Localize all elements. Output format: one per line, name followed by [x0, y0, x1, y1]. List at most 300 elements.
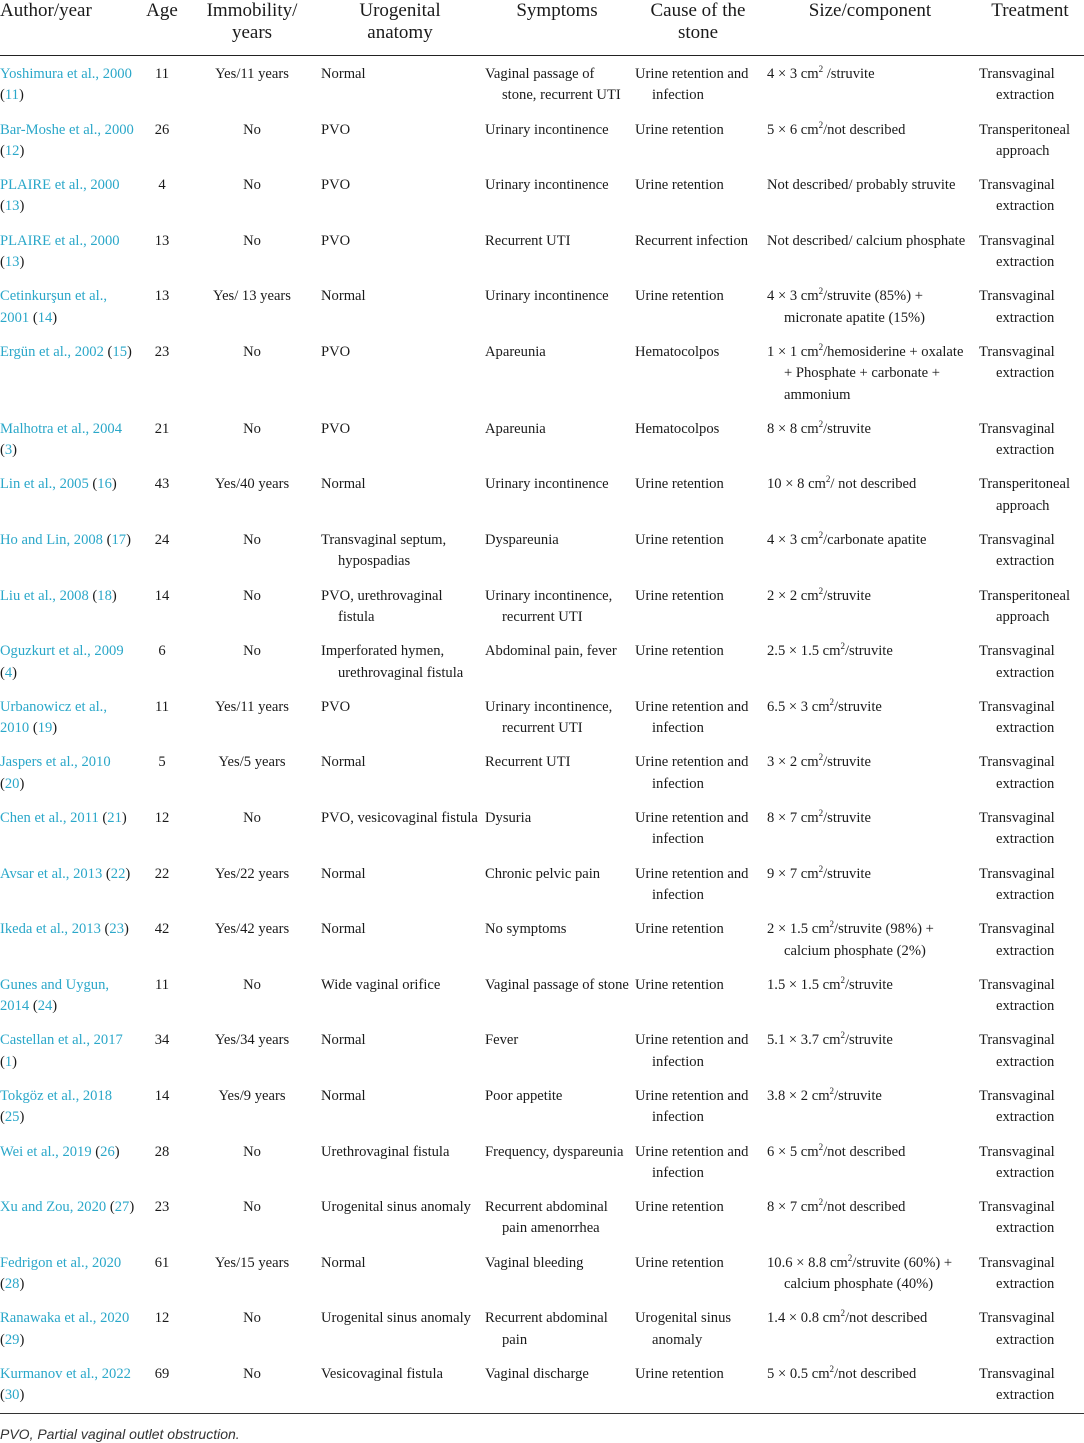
anatomy-value: Normal — [321, 754, 366, 771]
size-value: 5 × 0.5 cm — [767, 1365, 830, 1382]
size-cell — [764, 466, 976, 522]
anatomy-cell — [318, 1245, 482, 1301]
age-cell — [138, 522, 186, 578]
component-value: /struvite — [823, 865, 871, 882]
anatomy-cell — [318, 522, 482, 578]
cause-value: Urine retention — [635, 921, 724, 938]
treatment-value: Transvaginal extraction — [979, 643, 1055, 681]
symptoms-value: Recurrent abdominal pain amenorrhea — [485, 1199, 608, 1237]
author-cell: Ikeda et al., 2013 (23) — [0, 921, 129, 938]
symptoms-value: Chronic pelvic pain — [485, 865, 601, 882]
author-link[interactable]: Kurmanov et al., 2022 — [0, 1365, 131, 1382]
age-value: 24 — [154, 532, 170, 549]
size-value: 1.4 × 0.8 cm — [767, 1310, 841, 1327]
size-cell — [764, 278, 976, 334]
reference-link[interactable]: 17 — [111, 532, 127, 549]
treatment-cell — [976, 633, 1084, 689]
immobility-cell — [186, 112, 318, 168]
table-row — [0, 167, 1084, 223]
age-cell — [138, 167, 186, 223]
size-cell — [764, 334, 976, 411]
author-link[interactable]: Tokgöz et al., 2018 — [0, 1087, 113, 1104]
anatomy-value: Transvaginal septum, hypospadias — [321, 532, 447, 570]
cause-cell — [632, 1300, 764, 1356]
size-value: 5.1 × 3.7 cm — [767, 1032, 841, 1049]
author-link[interactable]: Castellan et al., 2017 — [0, 1032, 123, 1049]
age-value: 61 — [154, 1254, 170, 1271]
column-header-line1: Age — [146, 0, 178, 21]
component-value: /struvite — [834, 1087, 882, 1104]
author-cell: Bar-Moshe et al., 2000 (12) — [0, 121, 134, 159]
anatomy-cell — [318, 1078, 482, 1134]
superscript-two: 2 — [829, 1363, 835, 1374]
symptoms-cell — [482, 167, 632, 223]
component-value: /struvite — [834, 698, 882, 715]
age-value: 11 — [154, 66, 170, 82]
symptoms-cell — [482, 56, 632, 112]
cause-value: Hematocolpos — [635, 420, 720, 437]
component-value: /struvite — [823, 420, 871, 437]
treatment-value: Transvaginal extraction — [979, 232, 1055, 271]
author-link[interactable]: Jaspers et al., 2010 — [0, 754, 111, 771]
anatomy-value: PVO — [321, 177, 351, 194]
cause-cell — [632, 56, 764, 112]
cause-value: Urine retention — [635, 177, 724, 194]
column-header-line2: anatomy — [367, 22, 433, 43]
anatomy-cell — [318, 56, 482, 112]
size-cell — [764, 1245, 976, 1301]
size-value: 3.8 × 2 cm — [767, 1087, 830, 1104]
superscript-two: 2 — [818, 585, 824, 596]
superscript-two: 2 — [818, 752, 824, 763]
cause-cell — [632, 278, 764, 334]
age-cell — [138, 1356, 186, 1413]
author-link[interactable]: Oguzkurt et al., 2009 — [0, 643, 124, 660]
author-cell: Lin et al., 2005 (16) — [0, 476, 117, 493]
author-link[interactable]: PLAIRE et al., 2000 — [0, 232, 120, 249]
symptoms-value: Urinary incontinence — [485, 177, 609, 194]
size-cell — [764, 633, 976, 689]
table-row — [0, 1356, 1084, 1413]
cause-cell — [632, 167, 764, 223]
component-value: /struvite — [823, 754, 871, 771]
size-cell — [764, 1078, 976, 1134]
anatomy-cell — [318, 1134, 482, 1190]
immobility-value: Yes/11 years — [215, 698, 289, 715]
reference-link[interactable]: 1 — [4, 1053, 13, 1070]
size-cell — [764, 1189, 976, 1245]
size-value: 4 × 3 cm — [767, 66, 819, 82]
table-footnote: PVO, Partial vaginal outlet obstruction. — [0, 1425, 240, 1442]
age-value: 14 — [154, 587, 170, 604]
author-cell: Avsar et al., 2013 (22) — [0, 865, 131, 882]
superscript-two: 2 — [829, 696, 835, 707]
reference-link[interactable]: 28 — [4, 1276, 20, 1293]
cause-cell — [632, 1245, 764, 1301]
superscript-two: 2 — [840, 1030, 845, 1041]
symptoms-cell — [482, 334, 632, 411]
anatomy-value: Normal — [321, 1032, 366, 1049]
author-cell: Wei et al., 2019 (26) — [0, 1143, 120, 1160]
table-row — [0, 744, 1084, 800]
reference-link[interactable]: 13 — [4, 198, 20, 215]
author-link[interactable]: Chen et al., 2011 — [0, 810, 99, 827]
author-link[interactable]: Lin et al., 2005 — [0, 476, 89, 493]
author-cell: Fedrigon et al., 2020 (28) — [0, 1254, 122, 1293]
size-value: 8 × 8 cm — [767, 420, 819, 437]
symptoms-cell — [482, 1245, 632, 1301]
size-value: 6 × 5 cm — [767, 1143, 819, 1160]
symptoms-cell — [482, 522, 632, 578]
symptoms-value: Recurrent abdominal pain — [485, 1310, 608, 1348]
immobility-value: No — [243, 121, 261, 138]
anatomy-value: Normal — [321, 66, 366, 82]
immobility-cell — [186, 744, 318, 800]
symptoms-value: Poor appetite — [485, 1087, 563, 1104]
treatment-value: Transvaginal extraction — [979, 1365, 1055, 1404]
age-value: 23 — [154, 343, 170, 360]
author-link[interactable]: PLAIRE et al., 2000 — [0, 177, 120, 194]
symptoms-cell — [482, 411, 632, 467]
treatment-cell — [976, 278, 1084, 334]
table-header — [0, 0, 1084, 56]
treatment-cell — [976, 466, 1084, 522]
author-cell: Tokgöz et al., 2018 (25) — [0, 1087, 113, 1126]
age-value: 42 — [154, 921, 170, 938]
size-value: 3 × 2 cm — [767, 754, 819, 771]
anatomy-value: Urogenital sinus anomaly — [321, 1199, 471, 1216]
immobility-cell — [186, 1134, 318, 1190]
anatomy-value: PVO — [321, 232, 351, 249]
anatomy-value: PVO — [321, 420, 351, 437]
treatment-value: Transvaginal extraction — [979, 976, 1055, 1015]
superscript-two: 2 — [818, 341, 824, 352]
treatment-cell — [976, 689, 1084, 745]
immobility-cell — [186, 466, 318, 522]
table-row — [0, 112, 1084, 168]
author-link[interactable]: Ergün et al., 2002 — [0, 343, 104, 360]
size-value: Not described/ probably struvite — [767, 177, 956, 194]
anatomy-value: PVO, vesicovaginal fistula — [321, 810, 478, 827]
size-cell — [764, 167, 976, 223]
immobility-cell — [186, 1356, 318, 1413]
author-link[interactable]: Cetinkurşun et al., 2001 — [0, 288, 108, 326]
age-cell — [138, 334, 186, 411]
size-value: 2.5 × 1.5 cm — [767, 643, 841, 660]
author-cell: Urbanowicz et al., 2010 (19) — [0, 698, 107, 737]
anatomy-value: PVO — [321, 698, 351, 715]
anatomy-value: Normal — [321, 288, 366, 305]
reference-link[interactable]: 25 — [4, 1109, 20, 1126]
immobility-cell — [186, 1189, 318, 1245]
age-cell — [138, 633, 186, 689]
immobility-value: No — [243, 420, 261, 437]
size-value: 2 × 1.5 cm — [767, 921, 830, 938]
cause-value: Urine retention — [635, 288, 724, 305]
symptoms-cell — [482, 689, 632, 745]
treatment-cell — [976, 578, 1084, 634]
author-link[interactable]: Ikeda et al., 2013 — [0, 921, 101, 938]
reference-link[interactable]: 18 — [97, 587, 112, 604]
superscript-two: 2 — [829, 919, 835, 930]
age-value: 4 — [158, 177, 166, 194]
anatomy-cell — [318, 578, 482, 634]
superscript-two: 2 — [829, 1085, 835, 1096]
treatment-cell — [976, 1134, 1084, 1190]
immobility-value: No — [243, 976, 261, 993]
age-cell — [138, 1300, 186, 1356]
symptoms-cell — [482, 1134, 632, 1190]
table-row — [0, 1022, 1084, 1078]
symptoms-value: Urinary incontinence — [485, 476, 609, 493]
reference-link[interactable]: 4 — [4, 664, 13, 681]
symptoms-value: Recurrent UTI — [485, 232, 571, 249]
cause-cell — [632, 800, 764, 856]
anatomy-cell — [318, 1356, 482, 1413]
age-cell — [138, 911, 186, 967]
cause-value: Urine retention and infection — [635, 1032, 749, 1070]
reference-link[interactable]: 30 — [4, 1387, 20, 1404]
author-link[interactable]: Fedrigon et al., 2020 — [0, 1254, 122, 1271]
anatomy-cell — [318, 411, 482, 467]
age-value: 6 — [158, 643, 166, 660]
component-value: /struvite — [845, 1032, 893, 1049]
age-value: 14 — [154, 1087, 170, 1104]
cause-cell — [632, 578, 764, 634]
reference-link[interactable]: 14 — [37, 309, 53, 326]
cause-value: Urine retention — [635, 1199, 724, 1216]
component-value: /not described — [823, 121, 906, 138]
age-cell — [138, 1245, 186, 1301]
table-row — [0, 334, 1084, 411]
column-header — [976, 0, 1084, 56]
author-link[interactable]: Avsar et al., 2013 — [0, 865, 103, 882]
size-cell — [764, 856, 976, 912]
immobility-cell — [186, 578, 318, 634]
symptoms-cell — [482, 578, 632, 634]
author-link[interactable]: Yoshimura et al., 2000 — [0, 66, 132, 82]
anatomy-cell — [318, 1189, 482, 1245]
size-value: 6.5 × 3 cm — [767, 698, 830, 715]
author-link[interactable]: Liu et al., 2008 — [0, 587, 89, 604]
treatment-cell — [976, 744, 1084, 800]
symptoms-cell — [482, 112, 632, 168]
table-row — [0, 1245, 1084, 1301]
anatomy-value: Normal — [321, 1087, 366, 1104]
age-cell — [138, 1022, 186, 1078]
immobility-value: No — [243, 232, 261, 249]
author-link[interactable]: Urbanowicz et al., 2010 — [0, 698, 107, 737]
symptoms-cell — [482, 1078, 632, 1134]
table-body — [0, 56, 1084, 1413]
superscript-two: 2 — [840, 1308, 845, 1319]
column-header — [318, 0, 482, 56]
table-row — [0, 1300, 1084, 1356]
size-cell — [764, 223, 976, 279]
treatment-cell — [976, 112, 1084, 168]
author-link[interactable]: Malhotra et al., 2004 — [0, 420, 122, 437]
age-cell — [138, 800, 186, 856]
age-value: 69 — [154, 1365, 170, 1382]
age-value: 23 — [154, 1199, 170, 1216]
symptoms-cell — [482, 1356, 632, 1413]
anatomy-cell — [318, 112, 482, 168]
immobility-cell — [186, 800, 318, 856]
reference-link[interactable]: 27 — [114, 1199, 130, 1216]
treatment-cell — [976, 1189, 1084, 1245]
treatment-value: Transvaginal extraction — [979, 754, 1055, 792]
anatomy-value: Normal — [321, 1254, 366, 1271]
table-row — [0, 856, 1084, 912]
anatomy-cell — [318, 1300, 482, 1356]
reference-link[interactable]: 20 — [4, 775, 20, 792]
size-value: 1 × 1 cm — [767, 343, 819, 360]
cause-value: Urine retention — [635, 643, 724, 660]
reference-link[interactable]: 13 — [4, 254, 20, 271]
reference-link[interactable]: 24 — [37, 998, 53, 1015]
author-link[interactable]: Wei et al., 2019 — [0, 1143, 92, 1160]
treatment-value: Transvaginal extraction — [979, 1254, 1055, 1293]
age-cell — [138, 56, 186, 112]
size-cell — [764, 911, 976, 967]
treatment-cell — [976, 223, 1084, 279]
author-cell: Xu and Zou, 2020 (27) — [0, 1199, 135, 1216]
age-value: 11 — [154, 976, 170, 993]
size-value: 10.6 × 8.8 cm — [767, 1254, 848, 1271]
anatomy-cell — [318, 223, 482, 279]
symptoms-cell — [482, 744, 632, 800]
treatment-value: Transvaginal extraction — [979, 532, 1055, 570]
treatment-cell — [976, 522, 1084, 578]
superscript-two: 2 — [818, 418, 824, 429]
treatment-value: Transvaginal extraction — [979, 1310, 1055, 1348]
author-link[interactable]: Gunes and Uygun, 2014 — [0, 976, 110, 1015]
component-value: /struvite — [845, 643, 893, 660]
size-cell — [764, 578, 976, 634]
column-header — [0, 0, 138, 56]
cause-cell — [632, 911, 764, 967]
size-value: 1.5 × 1.5 cm — [767, 976, 841, 993]
reference-link[interactable]: 19 — [37, 720, 53, 737]
superscript-two: 2 — [840, 974, 845, 985]
table-row — [0, 411, 1084, 467]
treatment-cell — [976, 1300, 1084, 1356]
reference-link[interactable]: 12 — [4, 142, 20, 159]
reference-link[interactable]: 29 — [4, 1331, 20, 1348]
cause-cell — [632, 1022, 764, 1078]
component-value: /struvite — [823, 587, 871, 604]
immobility-cell — [186, 1022, 318, 1078]
immobility-value: No — [243, 587, 261, 604]
reference-link[interactable]: 21 — [107, 810, 122, 827]
immobility-value: No — [243, 1143, 261, 1160]
column-header — [482, 0, 632, 56]
author-cell: Liu et al., 2008 (18) — [0, 587, 117, 604]
cause-cell — [632, 744, 764, 800]
immobility-value: No — [243, 532, 261, 549]
cause-value: Urine retention — [635, 476, 724, 493]
superscript-two: 2 — [818, 808, 824, 819]
symptoms-value: Urinary incontinence, recurrent UTI — [485, 698, 613, 737]
treatment-value: Transvaginal extraction — [979, 865, 1055, 903]
immobility-cell — [186, 278, 318, 334]
anatomy-cell — [318, 856, 482, 912]
component-value: /hemosiderine + oxalate + Phosphate + carbonate + ammonium — [784, 343, 964, 403]
cause-cell — [632, 967, 764, 1023]
cause-cell — [632, 1134, 764, 1190]
treatment-value: Transvaginal extraction — [979, 343, 1055, 382]
author-cell: Cetinkurşun et al., 2001 (14) — [0, 288, 108, 326]
symptoms-value: Frequency, dyspareunia — [485, 1143, 624, 1160]
table-row — [0, 1134, 1084, 1190]
cause-value: Urine retention and infection — [635, 754, 749, 792]
symptoms-cell — [482, 1300, 632, 1356]
treatment-value: Transvaginal extraction — [979, 420, 1055, 459]
superscript-two: 2 — [818, 286, 824, 297]
size-cell — [764, 1300, 976, 1356]
age-cell — [138, 1134, 186, 1190]
author-link[interactable]: Ho and Lin, 2008 — [0, 532, 103, 549]
reference-link[interactable]: 16 — [97, 476, 112, 493]
symptoms-value: Vaginal passage of stone — [485, 976, 629, 993]
symptoms-value: Urinary incontinence, recurrent UTI — [485, 587, 613, 625]
age-value: 43 — [154, 476, 170, 493]
cause-value: Urine retention and infection — [635, 865, 749, 903]
age-value: 12 — [154, 1310, 170, 1327]
component-value: /carbonate apatite — [823, 532, 927, 549]
author-link[interactable]: Bar-Moshe et al., 2000 — [0, 121, 134, 138]
component-value: /struvite (60%) + calcium phosphate (40%) — [784, 1254, 953, 1293]
author-link[interactable]: Ranawaka et al., 2020 — [0, 1310, 130, 1327]
cause-cell — [632, 522, 764, 578]
treatment-value: Transvaginal extraction — [979, 1143, 1055, 1181]
size-cell — [764, 112, 976, 168]
component-value: /struvite — [823, 66, 875, 82]
author-link[interactable]: Xu and Zou, 2020 — [0, 1199, 107, 1216]
size-value: 2 × 2 cm — [767, 587, 819, 604]
age-cell — [138, 856, 186, 912]
treatment-value: Transvaginal extraction — [979, 66, 1055, 104]
cause-value: Urine retention and infection — [635, 698, 749, 737]
immobility-value: Yes/15 years — [214, 1254, 290, 1271]
age-value: 12 — [154, 810, 170, 827]
reference-link[interactable]: 3 — [4, 442, 13, 459]
table-row — [0, 578, 1084, 634]
reference-link[interactable]: 23 — [109, 921, 125, 938]
table-row — [0, 278, 1084, 334]
reference-link[interactable]: 11 — [4, 87, 19, 104]
cause-value: Urine retention — [635, 587, 724, 604]
reference-link[interactable]: 15 — [112, 343, 128, 360]
immobility-cell — [186, 689, 318, 745]
anatomy-value: Urethrovaginal fistula — [321, 1143, 450, 1160]
size-value: 10 × 8 cm — [767, 476, 826, 493]
component-value: / not described — [830, 476, 917, 493]
table-row — [0, 633, 1084, 689]
cause-value: Urogenital sinus anomaly — [635, 1310, 732, 1348]
reference-link[interactable]: 22 — [110, 865, 126, 882]
immobility-value: No — [243, 810, 261, 827]
size-value: 9 × 7 cm — [767, 865, 819, 882]
table-row — [0, 223, 1084, 279]
age-value: 11 — [154, 698, 170, 715]
anatomy-cell — [318, 278, 482, 334]
immobility-value: Yes/5 years — [218, 754, 286, 771]
anatomy-value: Normal — [321, 865, 366, 882]
reference-link[interactable]: 26 — [100, 1143, 115, 1160]
symptoms-value: Vaginal passage of stone, recurrent UTI — [485, 66, 621, 104]
immobility-cell — [186, 967, 318, 1023]
